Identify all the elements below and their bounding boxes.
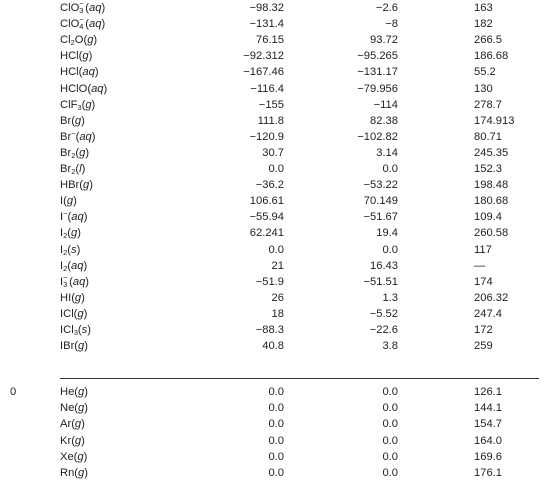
species-formula: ClO − 3 (aq) bbox=[60, 0, 106, 15]
table-row bbox=[0, 272, 547, 290]
table-row bbox=[0, 33, 547, 48]
enthalpy-value: −116.4 bbox=[250, 82, 284, 95]
enthalpy-value: 26 bbox=[271, 291, 284, 304]
species-formula: HClO(aq) bbox=[60, 82, 108, 95]
gibbs-value: 93.72 bbox=[370, 34, 398, 47]
enthalpy-value: 40.8 bbox=[262, 340, 284, 353]
gibbs-value: −79.956 bbox=[357, 82, 398, 95]
species-formula: Br(g) bbox=[60, 114, 85, 127]
table-row bbox=[0, 65, 547, 80]
entropy-value: 164.0 bbox=[474, 434, 502, 447]
enthalpy-value: −36.2 bbox=[255, 179, 284, 192]
entropy-value: 198.48 bbox=[474, 179, 509, 192]
enthalpy-value: −120.9 bbox=[249, 130, 284, 143]
group-divider bbox=[60, 378, 539, 379]
enthalpy-value: −167.46 bbox=[243, 66, 284, 79]
gibbs-value: −102.82 bbox=[357, 130, 398, 143]
entropy-value: 55.2 bbox=[474, 66, 496, 79]
table-row bbox=[0, 226, 547, 241]
gibbs-value: −51.51 bbox=[363, 275, 398, 288]
enthalpy-value: 0.0 bbox=[268, 450, 284, 463]
entropy-value: 154.7 bbox=[474, 418, 502, 431]
gibbs-value: −8 bbox=[385, 18, 398, 31]
entropy-value: 152.3 bbox=[474, 163, 502, 175]
gibbs-value: 3.14 bbox=[376, 146, 398, 159]
species-formula: Rn(g) bbox=[60, 467, 88, 479]
entropy-value: 126.1 bbox=[474, 386, 502, 398]
species-formula: $Br_2(l)$ bbox=[60, 163, 86, 176]
species-formula: Kr(g) bbox=[60, 434, 85, 447]
gibbs-value: 3.8 bbox=[382, 340, 398, 353]
gibbs-value: 0.0 bbox=[382, 434, 398, 447]
enthalpy-value: 0.0 bbox=[268, 402, 284, 415]
gibbs-value: −53.22 bbox=[363, 179, 398, 192]
enthalpy-value: 18 bbox=[271, 307, 284, 320]
species-formula: I(g) bbox=[60, 195, 77, 208]
table-row bbox=[0, 194, 547, 209]
entropy-value: 180.68 bbox=[474, 195, 509, 208]
enthalpy-value: −155 bbox=[258, 98, 284, 111]
entropy-value: 144.1 bbox=[474, 402, 502, 415]
table-row bbox=[0, 82, 547, 97]
gibbs-value: 19.4 bbox=[376, 227, 398, 240]
entropy-value: 247.4 bbox=[474, 307, 502, 320]
table-row bbox=[0, 466, 547, 481]
species-formula: Ar(g) bbox=[60, 418, 85, 431]
table-row bbox=[0, 243, 547, 258]
gibbs-value: 0.0 bbox=[382, 402, 398, 415]
gibbs-value: 0.0 bbox=[382, 386, 398, 398]
table-row bbox=[0, 339, 547, 354]
enthalpy-value: −92.312 bbox=[243, 50, 284, 63]
species-formula: HCl(g) bbox=[60, 50, 93, 63]
species-formula: HBr(g) bbox=[60, 179, 93, 192]
enthalpy-value: 0.0 bbox=[268, 243, 284, 256]
enthalpy-value: −55.94 bbox=[249, 211, 284, 224]
entropy-value: 206.32 bbox=[474, 291, 509, 304]
table-row bbox=[0, 130, 547, 145]
table-row bbox=[0, 178, 547, 193]
entropy-value: 186.68 bbox=[474, 50, 509, 63]
entropy-value: 278.7 bbox=[474, 98, 502, 111]
gibbs-value: −22.6 bbox=[369, 324, 398, 336]
species-formula: ClO − 4 (aq) bbox=[60, 15, 106, 32]
table-row bbox=[0, 146, 547, 161]
table-row bbox=[0, 162, 547, 177]
enthalpy-value: 30.7 bbox=[262, 146, 284, 159]
species-formula: I − 3 (aq) bbox=[60, 272, 90, 289]
enthalpy-value: 0.0 bbox=[268, 467, 284, 479]
entropy-value: 130 bbox=[474, 82, 493, 95]
species-formula: Ne(g) bbox=[60, 402, 88, 415]
enthalpy-value: −98.32 bbox=[249, 2, 284, 14]
table-row bbox=[0, 259, 547, 274]
enthalpy-value: −51.9 bbox=[255, 275, 284, 288]
entropy-value: 117 bbox=[474, 243, 492, 256]
enthalpy-value: 111.8 bbox=[257, 114, 284, 127]
gibbs-value: −2.6 bbox=[375, 2, 398, 14]
species-formula: $I_2(s)$ bbox=[60, 243, 81, 257]
entropy-value: 182 bbox=[474, 18, 493, 31]
entropy-value: 172 bbox=[474, 324, 493, 336]
table-row bbox=[0, 114, 547, 129]
gibbs-value: −114 bbox=[373, 98, 398, 111]
table-row bbox=[0, 98, 547, 113]
species-formula: I−(aq) bbox=[60, 209, 88, 224]
gibbs-value: 1.3 bbox=[382, 291, 398, 304]
enthalpy-value: 62.241 bbox=[249, 227, 284, 240]
species-formula: $I_2(aq)$ bbox=[60, 259, 88, 273]
table-row bbox=[0, 49, 547, 64]
species-formula: ICl(g) bbox=[60, 307, 88, 320]
entropy-value: 266.5 bbox=[474, 34, 502, 47]
species-formula: $Cl_2O(g)$ bbox=[60, 34, 98, 48]
gibbs-value: −95.265 bbox=[357, 50, 398, 63]
gibbs-value: 0.0 bbox=[382, 163, 398, 175]
table-row bbox=[0, 210, 547, 225]
table-row bbox=[0, 450, 547, 465]
gibbs-value: −51.67 bbox=[363, 211, 398, 224]
enthalpy-value: 0.0 bbox=[268, 386, 284, 398]
species-formula: IBr(g) bbox=[60, 340, 88, 353]
entropy-value: 169.6 bbox=[474, 450, 502, 463]
enthalpy-value: −88.3 bbox=[255, 324, 284, 336]
table-row bbox=[0, 385, 547, 400]
gibbs-value: 70.149 bbox=[363, 195, 398, 208]
species-formula: Br−(aq) bbox=[60, 128, 96, 143]
enthalpy-value: −131.4 bbox=[249, 18, 284, 31]
species-formula: $Br_2(g)$ bbox=[60, 146, 90, 160]
group-label: 0 bbox=[10, 386, 17, 398]
table-row bbox=[0, 17, 547, 32]
enthalpy-value: 21 bbox=[271, 259, 284, 272]
species-formula: HI(g) bbox=[60, 291, 85, 304]
gibbs-value: 0.0 bbox=[382, 243, 398, 256]
species-formula: HCl(aq) bbox=[60, 66, 99, 79]
entropy-value: — bbox=[474, 259, 486, 272]
enthalpy-value: 0.0 bbox=[268, 434, 284, 447]
entropy-value: 174 bbox=[474, 275, 493, 288]
table-row bbox=[0, 307, 547, 322]
gibbs-value: −5.52 bbox=[369, 307, 398, 320]
entropy-value: 260.58 bbox=[474, 227, 509, 240]
entropy-value: 109.4 bbox=[474, 211, 502, 224]
entropy-value: 174.913 bbox=[474, 114, 515, 127]
gibbs-value: 0.0 bbox=[382, 450, 398, 463]
gibbs-value: 82.38 bbox=[370, 114, 398, 127]
gibbs-value: 16.43 bbox=[370, 259, 398, 272]
enthalpy-value: 0.0 bbox=[268, 163, 284, 175]
species-formula: ICl$_3$(s) bbox=[60, 324, 91, 337]
enthalpy-value: 0.0 bbox=[268, 418, 284, 431]
entropy-value: 80.71 bbox=[474, 130, 502, 143]
gibbs-value: −131.17 bbox=[357, 66, 398, 79]
table-row bbox=[0, 417, 547, 432]
entropy-value: 163 bbox=[474, 2, 493, 14]
species-formula: He(g) bbox=[60, 386, 88, 398]
species-formula: $I_2(g)$ bbox=[60, 227, 81, 241]
entropy-value: 176.1 bbox=[474, 467, 502, 479]
species-formula: ClF$_3$(g) bbox=[60, 98, 96, 112]
gibbs-value: 0.0 bbox=[382, 418, 398, 431]
entropy-value: 259 bbox=[474, 340, 493, 353]
gibbs-value: 0.0 bbox=[382, 467, 398, 479]
entropy-value: 245.35 bbox=[474, 146, 509, 159]
table-row bbox=[0, 323, 547, 338]
enthalpy-value: 76.15 bbox=[256, 34, 284, 47]
table-row bbox=[0, 434, 547, 449]
species-formula: Xe(g) bbox=[60, 450, 88, 463]
table-row bbox=[0, 291, 547, 306]
table-row bbox=[0, 401, 547, 416]
enthalpy-value: 106.61 bbox=[249, 195, 284, 208]
